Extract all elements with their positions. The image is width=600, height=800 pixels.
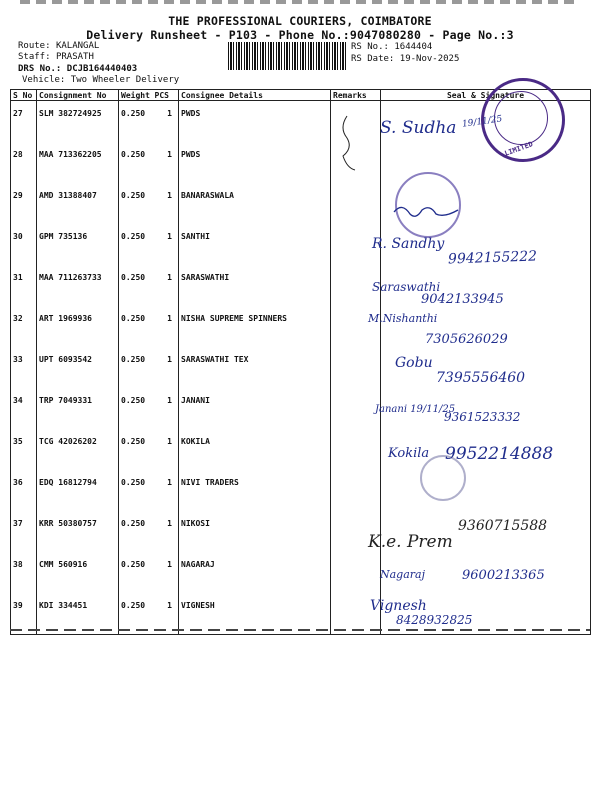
cell-remarks [331,183,381,224]
table-row [11,183,591,224]
cell-pcs: 1 [167,232,172,241]
cell-consignment-no: AMD 31388407 [37,183,119,224]
cell-consignee: NISHA SUPREME SPINNERS [179,306,331,347]
route-line [18,41,99,52]
drs-value: DCJB164440403 [66,64,138,74]
cell-consignee: SARASWATHI [179,265,331,306]
cell-sno: 30 [11,224,37,265]
cell-weight: 0.250 [119,183,153,224]
cell-pcs: 1 [167,273,172,282]
signature-2 [392,200,462,226]
signature-4: Saraswathi [372,280,441,294]
signature-10-phone: 9600213365 [462,568,545,583]
drs-line [18,64,137,75]
cell-seal-signature [381,470,591,511]
runsheet-table [10,89,591,635]
rs-date-line [351,54,459,65]
signature-7: Janani 19/11/25 [375,404,456,415]
cell-sno: 31 [11,265,37,306]
cell-remarks [331,470,381,511]
signature-1-date: 19/11/25 [461,114,503,130]
cell-consignment-no: GPM 735136 [37,224,119,265]
cell-weight: 0.250 [119,224,153,265]
col-remarks: Remarks [331,90,381,101]
staff-line [18,52,94,63]
bottom-cut-edge [10,629,590,631]
cell-sno: 38 [11,552,37,593]
signature-11: Vignesh [370,598,427,614]
cell-sno: 27 [11,101,37,143]
cell-pcs: 1 [167,150,172,159]
cell-pcs: 1 [167,396,172,405]
rs-no-label: RS No.: [351,42,389,52]
barcode [228,42,346,70]
cell-pcs: 1 [167,355,172,364]
rs-no-value: 1644404 [394,42,433,52]
cell-pcs: 1 [167,478,172,487]
cell-sno: 34 [11,388,37,429]
signature-3-phone: 9942155222 [447,248,538,268]
signature-9-phone: 9360715588 [458,518,548,534]
cell-consignee: JANANI [179,388,331,429]
cell-consignment-no: MAA 711263733 [37,265,119,306]
cell-consignment-no: MAA 713362205 [37,142,119,183]
drs-label: DRS No.: [18,64,62,74]
route-value: KALANGAL [55,41,100,51]
rs-date-label: RS Date: [351,54,395,64]
cell-pcs: 1 [167,560,172,569]
signature-3: R. Sandhy [372,236,445,252]
cell-sno: 33 [11,347,37,388]
cell-pcs: 1 [167,191,172,200]
cell-consignment-no: KRR 50380757 [37,511,119,552]
top-cut-edge [20,0,580,4]
staff-value: PRASATH [55,52,94,62]
signature-8: Kokila [388,446,430,461]
cell-weight: 0.250 [119,347,153,388]
cell-consignee: PWDS [179,142,331,183]
cell-weight: 0.250 [119,470,153,511]
cell-consignee: NAGARAJ [179,552,331,593]
cell-consignment-no: EDQ 16812794 [37,470,119,511]
cell-weight: 0.250 [119,142,153,183]
cell-weight: 0.250 [119,265,153,306]
signature-7-phone: 9361523332 [444,410,521,424]
cell-consignee: NIKOSI [179,511,331,552]
vehicle-label: Vehicle: [22,75,66,85]
runsheet-subtitle: Delivery Runsheet - P103 - Phone No.:9047080280 - Page No.:3 [86,28,514,42]
cell-remarks [331,429,381,470]
cell-pcs: 1 [167,519,172,528]
cell-consignee: SARASWATHI TEX [179,347,331,388]
cell-sno: 39 [11,593,37,635]
cell-consignment-no: UPT 6093542 [37,347,119,388]
cell-pcs: 1 [167,109,172,118]
cell-weight: 0.250 [119,101,153,143]
cell-weight: 0.250 [119,306,153,347]
col-seal-signature: Seal & Signature [381,90,591,101]
cell-remarks [331,388,381,429]
signature-9: K.e. Prem [368,532,453,552]
table-row [11,470,591,511]
vehicle-line [22,75,179,86]
route-label: Route: [18,41,51,51]
rs-date-value: 19-Nov-2025 [399,54,460,64]
signature-10: Nagaraj [380,568,426,581]
stamp-text: LIMITED [503,140,534,158]
cell-sno: 35 [11,429,37,470]
signature-6-phone: 7395556460 [436,370,526,386]
vehicle-value: Two Wheeler Delivery [70,75,180,85]
cell-weight: 0.250 [119,429,153,470]
cell-consignee: PWDS [179,101,331,143]
cell-consignment-no: ART 1969936 [37,306,119,347]
cell-sno: 28 [11,142,37,183]
cell-consignment-no: SLM 382724925 [37,101,119,143]
cell-remarks [331,552,381,593]
cell-consignee: SANTHI [179,224,331,265]
cell-weight: 0.250 [119,552,153,593]
cell-sno: 37 [11,511,37,552]
signature-6: Gobu [395,355,433,371]
signature-4-phone: 9042133945 [421,292,504,307]
cell-consignment-no: KDI 334451 [37,593,119,635]
cell-sno: 36 [11,470,37,511]
cell-pcs: 1 [167,314,172,323]
cell-pcs: 1 [167,437,172,446]
col-weight: Weight [119,90,153,101]
cell-consignee: VIGNESH [179,593,331,635]
signature-8-phone: 9952214888 [445,444,554,464]
cell-sno: 29 [11,183,37,224]
col-consignment: Consignment No [37,90,119,101]
signature-1: S. Sudha [380,118,457,138]
cell-consignee: KOKILA [179,429,331,470]
cell-sno: 32 [11,306,37,347]
cell-consignee: BANARASWALA [179,183,331,224]
cell-weight: 0.250 [119,511,153,552]
signature-5: M.Nishanthi [368,312,438,325]
cell-consignment-no: TRP 7049331 [37,388,119,429]
remarks-scribble [335,108,365,178]
cell-pcs: 1 [153,593,179,635]
cell-consignment-no: CMM 560916 [37,552,119,593]
signature-5-phone: 7305626029 [425,332,508,347]
col-sno: S No [11,90,37,101]
col-consignee: Consignee Details [179,90,331,101]
col-pcs: PCS [153,90,179,101]
cell-weight: 0.250 [119,388,153,429]
staff-label: Staff: [18,52,51,62]
rs-no-line [351,42,432,53]
signature-2-scrawl [392,200,462,222]
cell-weight: 0.250 [119,593,153,635]
signature-11-phone: 8428932825 [396,613,473,627]
cell-consignment-no: TCG 42026202 [37,429,119,470]
cell-remarks [331,347,381,388]
company-title: THE PROFESSIONAL COURIERS, COIMBATORE [168,14,432,28]
cell-consignee: NIVI TRADERS [179,470,331,511]
